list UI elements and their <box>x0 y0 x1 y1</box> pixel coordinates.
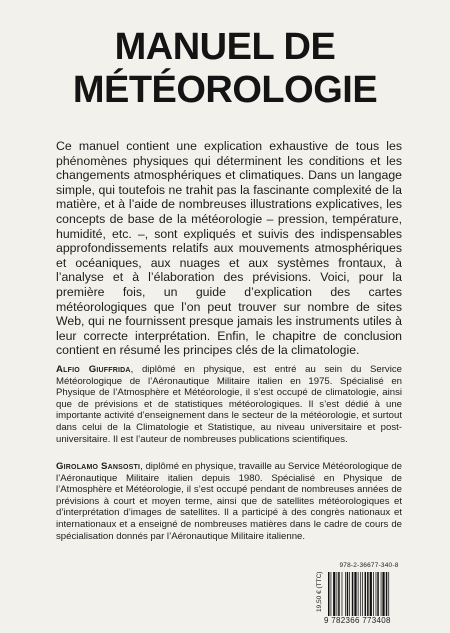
barcode-digits: 9 782366 773408 <box>324 616 391 625</box>
author-text-1: , diplômé en physique, est entré au sein du Service Météorologique de l’Aéronautique Militaire italien en 1975. Spécialisé en Physique de l’Atmosphère et Météorologie, il s’est occupé de climatologie, ainsi que de prévisions et de statistiques météorologiques. Il s’est dédié à une importante activité d’enseignement dans le secteur de la météorologie, et surtout dans celui de la Climatologie et Statistique, au niveau universitaire et post-universitaire. Il est l’auteur de nombreuses publications scientifiques. <box>56 364 402 445</box>
author-text-2: , diplômé en physique, travaille au Service Météorologique de l’Aéronautique Militaire italien depuis 1980. Spécialisé en Physique de l’Atmosphère et Météorologie, il s’est occupé pendant de nombreuses années de prévisions à court et moyen terme, ainsi que de satellites météorologiques et d’interprétation d’images de satellites. Il a participé à des congrès nationaux et internationaux et a enseigné de nombreuses matières dans le cadre de cours de spécialisation donnés par l’Aéronautique Militaire italienne. <box>56 461 403 542</box>
title-line-2: MÉTÉOROLOGIE <box>72 69 378 111</box>
book-title <box>0 26 450 112</box>
price-label: 19,50 € (TTC) <box>316 571 323 612</box>
author-bio-2 <box>56 461 402 542</box>
author-name-2: Girolamo Sansosti <box>56 461 141 472</box>
barcode-icon <box>328 572 410 616</box>
barcode-block <box>314 562 410 626</box>
intro-paragraph: Ce manuel contient une explication exhaustive de tous les phénomènes physiques qui déterminent les conditions et les changements atmosphériques et climatiques. Dans un langage simple, qui toutefois ne trahit pas la fascinante complexité de la matière, et à l’aide de nombreuses illustrations explicatives, les concepts de base de la météorologie – pression, température, humidité, etc. –, sont expliqués et suivis des indispensables approfondissements relatifs aux mouvements atmosphériques et océaniques, aux nuages et aux systèmes frontaux, à l’analyse et à l’élaboration des prévisions. Voici, pour la première fois, un guide d’explication des cartes météorologiques que l’on peut trouver sur nombre de sites Web, qui ne fournissent presque jamais les instruments utiles à leur correcte interprétation. Enfin, le chapitre de conclusion contient en résumé les principes clés de la climatologie. <box>56 139 402 358</box>
author-name-1: Alfio Giuffrida <box>56 364 131 375</box>
title-line-1: MANUEL DE <box>114 26 336 68</box>
isbn-label: 978-2-36677-340-8 <box>339 562 399 569</box>
author-bio-1 <box>56 364 402 445</box>
